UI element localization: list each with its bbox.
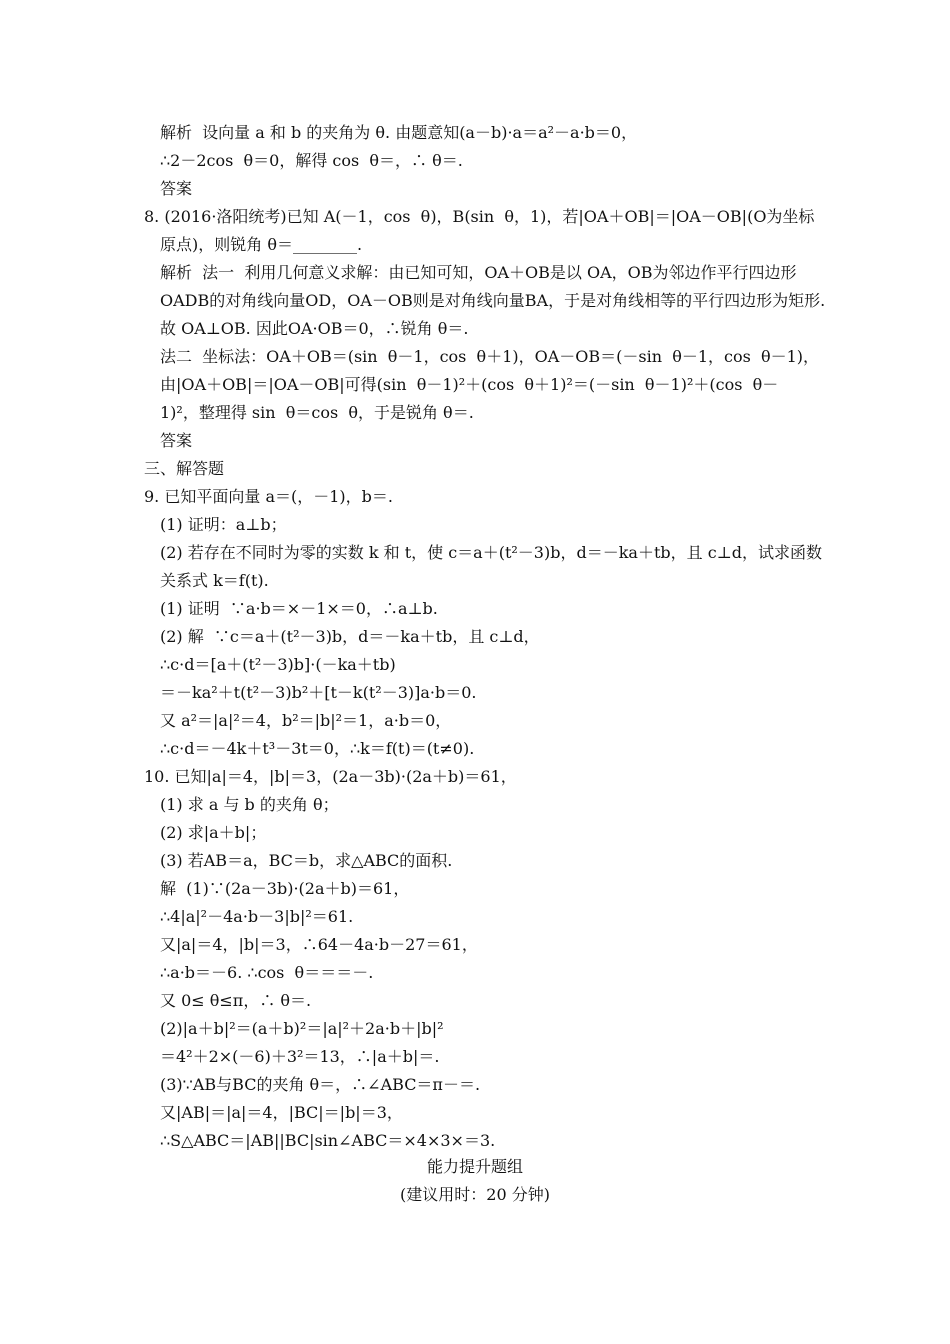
text-line: ∴a·b＝－6. ∴cos θ＝＝＝－. [160, 963, 374, 982]
text-line: (1) 证明 ∵a·b＝×－1×＝0，∴a⊥b. [160, 599, 438, 618]
text-line: 解 (1)∵(2a－3b)·(2a＋b)＝61， [160, 879, 410, 898]
text-line: 答案 [160, 431, 193, 450]
text-line: (2) 若存在不同时为零的实数 k 和 t，使 c＝a＋(t²－3)b，d＝－ka＋tb，且 c⊥d，试求函数 [160, 543, 822, 562]
text-line: 答案 [160, 179, 193, 198]
text-line: OADB的对角线向量OD，OA－OB则是对角线向量BA，于是对角线相等的平行四边形为矩形. [160, 291, 826, 310]
text-line: 故 OA⊥OB. 因此OA·OB＝0，∴锐角 θ＝. [160, 319, 469, 338]
text-line: 又 a²＝|a|²＝4，b²＝|b|²＝1，a·b＝0， [160, 711, 452, 730]
text-line: (3)∵AB与BC的夹角 θ＝，∴∠ABC＝π－＝. [160, 1075, 481, 1094]
text-line: (1) 证明：a⊥b； [160, 515, 287, 534]
text-line: (2)|a＋b|²＝(a＋b)²＝|a|²＋2a·b＋|b|² [160, 1019, 444, 1038]
text-line: 又|AB|＝|a|＝4，|BC|＝|b|＝3， [160, 1103, 403, 1122]
text-line: (1) 求 a 与 b 的夹角 θ； [160, 795, 339, 814]
question-8-line: 8. (2016·洛阳统考)已知 A(－1，cos θ)，B(sin θ，1)，若|OA＋OB|＝|OA－OB|(O为坐标 [144, 207, 815, 226]
text-line: ∴2－2cos θ＝0，解得 cos θ＝，∴ θ＝. [160, 151, 463, 170]
text-line: ∴S△ABC＝|AB||BC|sin∠ABC＝×4×3×＝3. [160, 1131, 496, 1150]
text-line: 由|OA＋OB|＝|OA－OB|可得(sin θ－1)²＋(cos θ＋1)²＝(－sin θ－1)²＋(cos θ－ [160, 375, 779, 394]
text-line: (3) 若AB＝a，BC＝b，求△ABC的面积. [160, 851, 453, 870]
question-9-line: 9. 已知平面向量 a＝(，－1)，b＝. [144, 487, 393, 506]
text-line: 解析 法一 利用几何意义求解：由已知可知，OA＋OB是以 OA，OB为邻边作平行四边形 [160, 263, 797, 282]
text-line: 法二 坐标法：OA＋OB＝(sin θ－1，cos θ＋1)，OA－OB＝(－sin θ－1，cos θ－1)， [160, 347, 820, 366]
text-line: 解析 设向量 a 和 b 的夹角为 θ. 由题意知(a－b)·a＝a²－a·b＝0， [160, 123, 638, 142]
text-line: 又 0≤ θ≤π，∴ θ＝. [160, 991, 312, 1010]
text-line: ＝4²＋2×(－6)＋3²＝13，∴|a＋b|＝. [160, 1047, 440, 1066]
text-line: 原点)，则锐角 θ＝________. [160, 235, 363, 254]
text-line: ∴4|a|²－4a·b－3|b|²＝61. [160, 907, 354, 926]
text-line: 1)²，整理得 sin θ＝cos θ，于是锐角 θ＝. [160, 403, 474, 422]
group-heading: 能力提升题组 [426, 1157, 523, 1176]
text-line: (2) 求|a＋b|； [160, 823, 267, 842]
text-line: ＝－ka²＋t(t²－3)b²＋[t－k(t²－3)]a·b＝0. [160, 683, 477, 702]
text-line: 关系式 k＝f(t). [160, 571, 269, 590]
question-10-line: 10. 已知|a|＝4，|b|＝3，(2a－3b)·(2a＋b)＝61， [144, 767, 517, 786]
text-line: ∴c·d＝－4k＋t³－3t＝0，∴k＝f(t)＝(t≠0). [160, 739, 475, 758]
text-line: (2) 解 ∵c＝a＋(t²－3)b，d＝－ka＋tb，且 c⊥d， [160, 627, 540, 646]
section-heading: 三、解答题 [144, 459, 225, 478]
text-line: 又|a|＝4，|b|＝3，∴64－4a·b－27＝61， [160, 935, 478, 954]
text-line: ∴c·d＝[a＋(t²－3)b]·(－ka＋tb) [160, 655, 396, 674]
time-suggestion: (建议用时：20 分钟) [400, 1185, 550, 1204]
